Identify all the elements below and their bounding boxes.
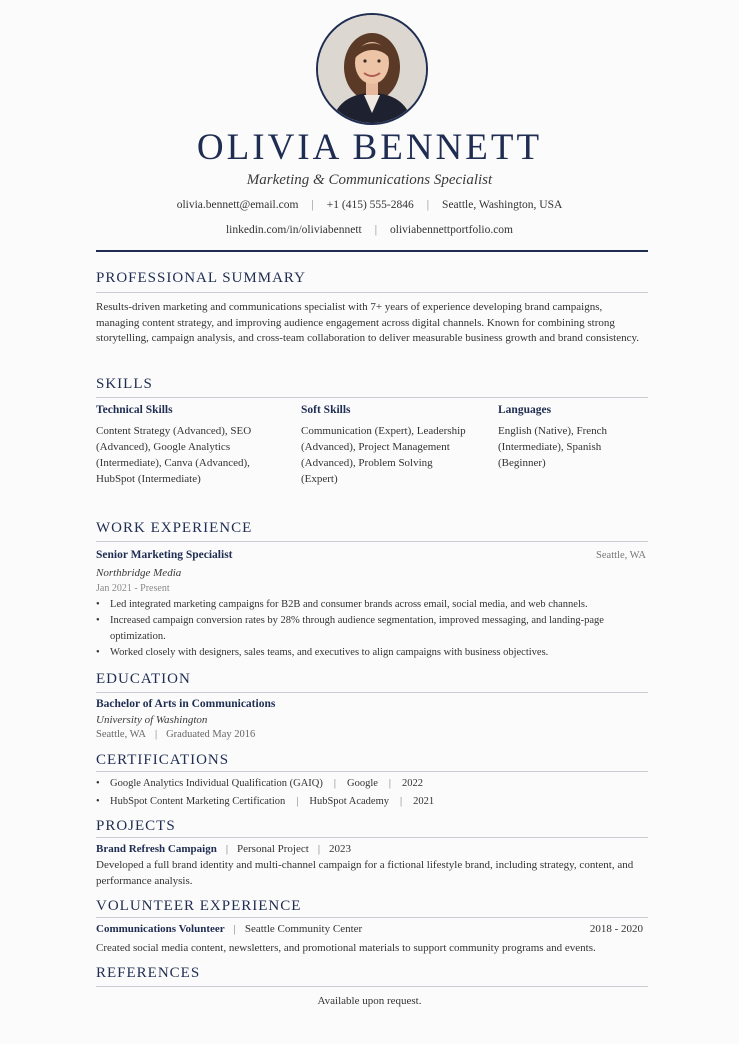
section-divider bbox=[96, 986, 648, 987]
job-role: Senior Marketing Specialist bbox=[96, 549, 233, 561]
separator: | bbox=[426, 199, 430, 211]
experience-heading: WORK EXPERIENCE bbox=[96, 520, 253, 536]
volunteer-dates: 2018 - 2020 bbox=[589, 923, 643, 935]
candidate-name: OLIVIA BENNETT bbox=[196, 127, 543, 168]
graduation-date: Graduated May 2016 bbox=[166, 729, 256, 740]
separator: | bbox=[388, 778, 392, 789]
references-heading: REFERENCES bbox=[96, 965, 201, 981]
project-name: Brand Refresh Campaign bbox=[96, 843, 217, 855]
contact-line-1 bbox=[0, 199, 739, 211]
header-divider bbox=[96, 250, 648, 252]
cert-year: 2021 bbox=[413, 796, 435, 807]
languages-label: Languages bbox=[498, 404, 552, 416]
projects-heading: PROJECTS bbox=[96, 818, 176, 834]
soft-skills-text: Communication (Expert), Leadership (Advanced), Project Management (Advanced), Problem Solving (Expert) bbox=[301, 425, 466, 485]
degree: Bachelor of Arts in Communications bbox=[96, 698, 276, 710]
volunteer-description: Created social media content, newsletters, and promotional materials to support community programs and events. bbox=[96, 942, 596, 954]
location: Seattle, Washington, USA bbox=[442, 199, 563, 211]
separator: | bbox=[333, 778, 336, 789]
job-location: Seattle, WA bbox=[596, 550, 646, 561]
list-item bbox=[96, 793, 648, 811]
list-item: • Increased campaign conversion rates by 28% through audience segmentation, improved messaging, and landing-page optimization. bbox=[96, 613, 648, 645]
cert-issuer: Google bbox=[346, 778, 378, 789]
job-company: Northbridge Media bbox=[96, 567, 182, 579]
section-divider bbox=[96, 771, 648, 772]
portfolio-link[interactable]: oliviabennettportfolio.com bbox=[390, 224, 514, 236]
contact-line-2 bbox=[0, 224, 739, 236]
separator: | bbox=[154, 729, 158, 740]
education-location: Seattle, WA bbox=[96, 729, 146, 740]
separator: | bbox=[233, 923, 236, 935]
linkedin-link[interactable]: linkedin.com/in/oliviabennett bbox=[225, 224, 362, 236]
email-link[interactable]: olivia.bennett@email.com bbox=[176, 199, 299, 211]
phone-number: +1 (415) 555-2846 bbox=[326, 199, 414, 211]
section-divider bbox=[96, 917, 648, 918]
certifications-heading: CERTIFICATIONS bbox=[96, 752, 230, 768]
list-item: • Worked closely with designers, sales teams, and executives to align campaigns with business objectives. bbox=[96, 645, 648, 661]
candidate-title: Marketing & Communications Specialist bbox=[246, 172, 493, 188]
skills-heading: SKILLS bbox=[96, 376, 153, 392]
cert-name: HubSpot Content Marketing Certification bbox=[110, 796, 286, 807]
school: University of Washington bbox=[96, 714, 208, 726]
project-line bbox=[96, 843, 351, 855]
project-year: 2023 bbox=[329, 843, 352, 855]
cert-name: Google Analytics Individual Qualification (GAIQ) bbox=[110, 778, 323, 789]
profile-photo bbox=[316, 13, 428, 125]
portrait-image bbox=[318, 15, 426, 123]
cert-year: 2022 bbox=[402, 778, 424, 789]
summary-text: Results-driven marketing and communications specialist with 7+ years of experience developing brand campaigns, managing content strategy, and improving audience engagement across digital channels. Known for combining strong storytelling, campaign analysis, and cross-team collaboration to deliver measurable business growth and brand consistency. bbox=[96, 301, 640, 344]
list-item bbox=[96, 775, 648, 793]
separator: | bbox=[296, 796, 299, 807]
volunteer-role: Communications Volunteer bbox=[96, 923, 225, 935]
volunteer-org: Seattle Community Center bbox=[244, 923, 363, 935]
separator: | bbox=[374, 224, 378, 236]
section-divider bbox=[96, 692, 648, 693]
section-divider bbox=[96, 837, 648, 838]
volunteer-heading: VOLUNTEER EXPERIENCE bbox=[96, 898, 302, 914]
separator: | bbox=[225, 843, 229, 855]
certification-list bbox=[96, 775, 648, 811]
education-heading: EDUCATION bbox=[96, 671, 191, 687]
education-details bbox=[96, 729, 255, 740]
technical-skills-text: Content Strategy (Advanced), SEO (Advanced), Google Analytics (Intermediate), Canva (Advanced), HubSpot (Intermediate) bbox=[96, 425, 252, 485]
section-divider bbox=[96, 292, 648, 293]
summary-heading: PROFESSIONAL SUMMARY bbox=[96, 270, 306, 286]
references-text: Available upon request. bbox=[317, 995, 422, 1007]
separator: | bbox=[311, 199, 314, 211]
technical-skills-label: Technical Skills bbox=[96, 404, 173, 416]
project-type: Personal Project bbox=[237, 843, 309, 855]
separator: | bbox=[317, 843, 321, 855]
languages-text: English (Native), French (Intermediate), Spanish (Beginner) bbox=[498, 425, 608, 469]
job-dates: Jan 2021 - Present bbox=[96, 583, 170, 594]
list-item: • Led integrated marketing campaigns for B2B and consumer brands across email, social media, and web channels. bbox=[96, 597, 648, 613]
section-divider bbox=[96, 541, 648, 542]
job-bullets bbox=[96, 597, 648, 661]
separator: | bbox=[400, 796, 403, 807]
volunteer-line bbox=[96, 923, 362, 935]
section-divider bbox=[96, 397, 648, 398]
cert-issuer: HubSpot Academy bbox=[309, 796, 389, 807]
project-description: Developed a full brand identity and multi-channel campaign for a fictional lifestyle brand, including strategy, content, and performance analysis. bbox=[96, 859, 634, 887]
soft-skills-label: Soft Skills bbox=[301, 404, 351, 416]
